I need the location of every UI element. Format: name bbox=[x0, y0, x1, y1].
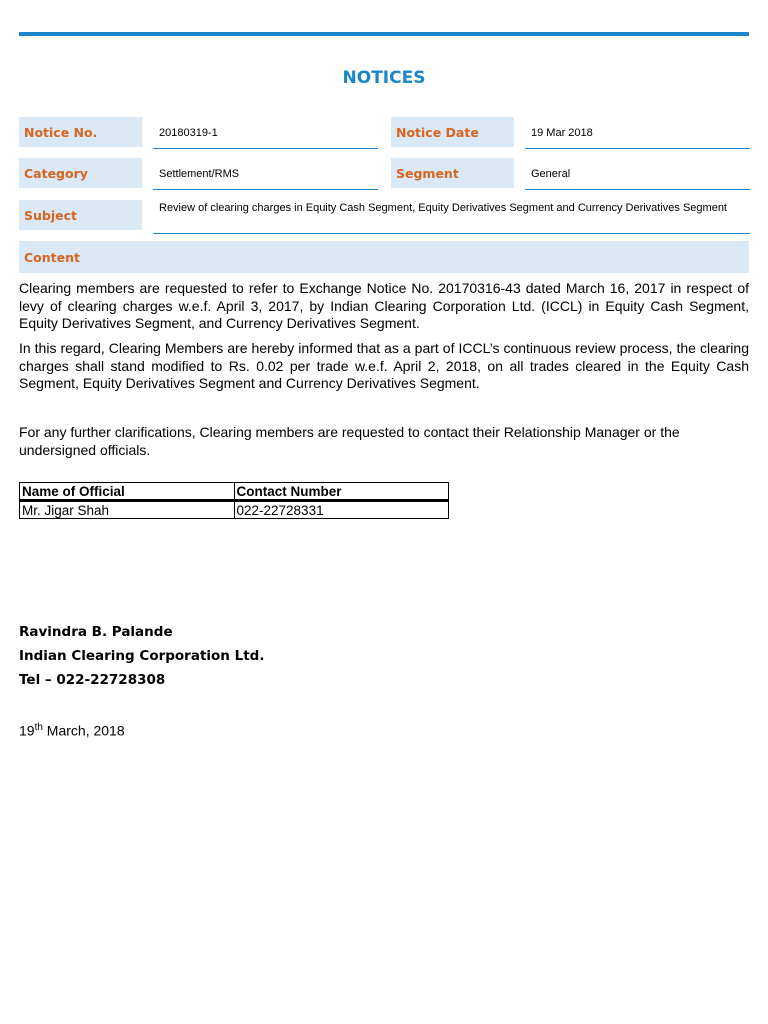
table-header-row bbox=[20, 483, 449, 501]
page-title: NOTICES bbox=[342, 68, 426, 88]
date-day: 19 bbox=[19, 722, 35, 739]
official-name: Mr. Jigar Shah bbox=[20, 501, 235, 519]
table-header-name: Name of Official bbox=[20, 483, 235, 501]
top-rule bbox=[19, 32, 749, 36]
content-paragraph-3: For any further clarifications, Clearing members are requested to contact their Relationship Manager or the undersigned officials. bbox=[19, 424, 680, 458]
category-label: Category bbox=[19, 158, 142, 188]
officials-table bbox=[19, 482, 449, 519]
official-contact: 022-22728331 bbox=[234, 501, 449, 519]
notice-date-label: Notice Date bbox=[391, 117, 514, 147]
notice-no-value: 20180319-1 bbox=[153, 117, 378, 149]
content-label: Content bbox=[19, 241, 749, 273]
signature-date bbox=[19, 722, 125, 739]
date-rest: March, 2018 bbox=[42, 722, 125, 739]
segment-value: General bbox=[525, 158, 750, 190]
content-paragraph-2: In this regard, Clearing Members are hereby informed that as a part of ICCL’s continuous review process, the clearing charges shall stand modified to Rs. 0.02 per trade w.e.f. April 2, 2018, on all trades cleared in the Equity Cash Segment, Equity Derivatives Segment and Currency Derivatives Segment. bbox=[19, 340, 749, 391]
table-header-contact: Contact Number bbox=[234, 483, 449, 501]
category-value: Settlement/RMS bbox=[153, 158, 378, 190]
subject-label: Subject bbox=[19, 200, 142, 230]
content-paragraph-1: Clearing members are requested to refer to Exchange Notice No. 20170316-43 dated March 16, 2017 in respect of levy of clearing charges w.e.f. April 3, 2017, by Indian Clearing Corporation Ltd. (ICCL) in Equity Cash Segment, Equity Derivatives Segment, and Currency Derivatives Segment. bbox=[19, 280, 749, 331]
date-suffix: th bbox=[34, 722, 43, 733]
signatory-tel: Tel – 022-22728308 bbox=[19, 672, 166, 688]
notice-no-label: Notice No. bbox=[19, 117, 142, 147]
segment-label: Segment bbox=[391, 158, 514, 188]
subject-value: Review of clearing charges in Equity Cash Segment, Equity Derivatives Segment and Currency Derivatives Segment bbox=[153, 200, 750, 234]
signatory-name: Ravindra B. Palande bbox=[19, 624, 173, 640]
table-row bbox=[20, 501, 449, 519]
signatory-org: Indian Clearing Corporation Ltd. bbox=[19, 648, 265, 664]
notice-date-value: 19 Mar 2018 bbox=[525, 117, 750, 149]
